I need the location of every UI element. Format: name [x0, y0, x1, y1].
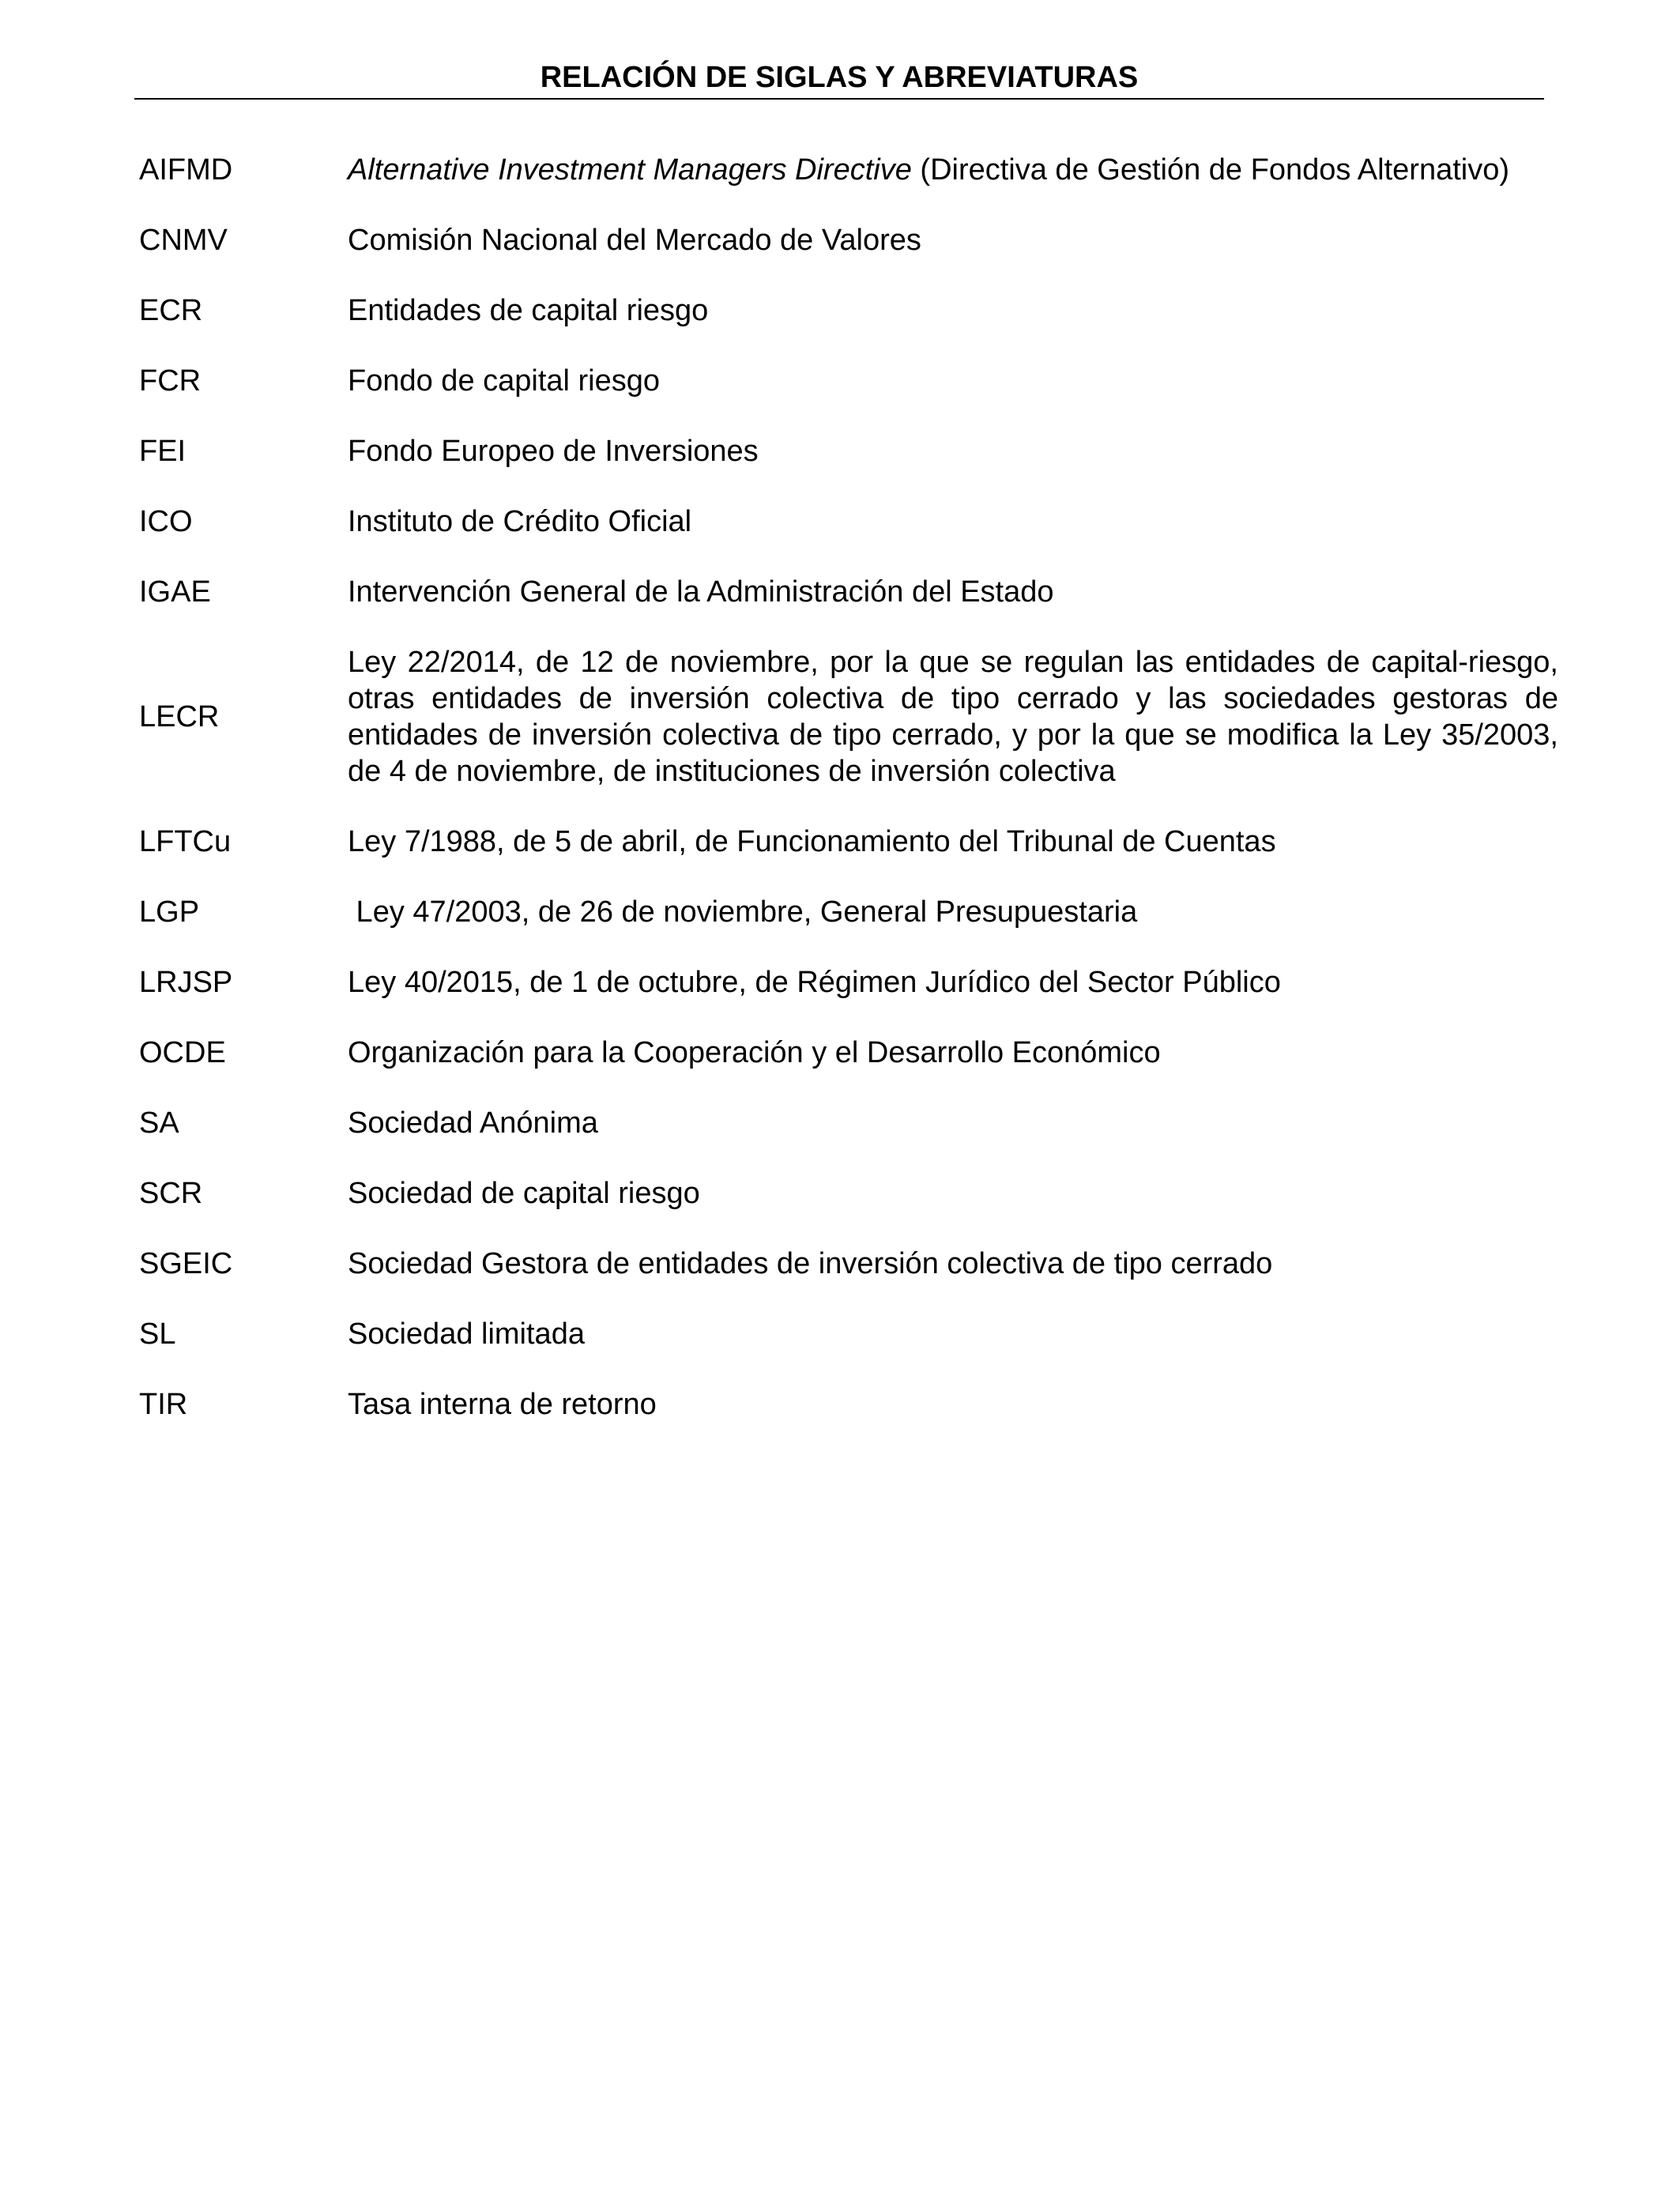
- abbreviation-definition: Ley 22/2014, de 12 de noviembre, por la que se regulan las entidades de capital-riesgo, otras entidades de inversión colectiva de tipo cerrado y las sociedades gestoras de entidades de inversión colectiva de tipo cerrado, y por la que se modifica la Ley 35/2003, de 4 de noviembre, de instituciones de inversión colectiva: [348, 646, 1558, 788]
- abbreviation-row: [139, 894, 1561, 930]
- abbreviation-term: ICO: [139, 505, 193, 538]
- abbreviation-term: SGEIC: [139, 1247, 233, 1280]
- abbreviation-list: [139, 152, 1561, 1457]
- abbreviation-definition: Intervención General de la Administración del Estado: [348, 575, 1054, 609]
- abbreviation-term: LGP: [139, 895, 200, 929]
- abbreviation-row: [139, 1386, 1561, 1423]
- abbreviation-definition: Sociedad limitada: [348, 1318, 585, 1351]
- abbreviation-term: FCR: [139, 364, 202, 398]
- abbreviation-term: SA: [139, 1106, 179, 1140]
- title-rule: [134, 98, 1544, 100]
- abbreviation-definition: Sociedad Gestora de entidades de inversión colectiva de tipo cerrado: [348, 1247, 1273, 1280]
- abbreviation-row: [139, 1316, 1561, 1352]
- abbreviation-term: AIFMD: [139, 153, 233, 187]
- abbreviation-term: FEI: [139, 435, 186, 468]
- abbreviation-definition: Organización para la Cooperación y el Desarrollo Económico: [348, 1036, 1161, 1069]
- abbreviation-definition: [348, 152, 1558, 188]
- abbreviation-row: [139, 152, 1561, 188]
- abbreviation-definition: Ley 40/2015, de 1 de octubre, de Régimen Jurídico del Sector Público: [348, 966, 1281, 999]
- abbreviation-row: [139, 824, 1561, 860]
- abbreviation-row: [139, 1175, 1561, 1212]
- abbreviation-row: [139, 1035, 1561, 1071]
- abbreviation-term: CNMV: [139, 224, 228, 257]
- definition-italic: Alternative Investment Managers Directive: [348, 153, 912, 187]
- abbreviation-term: LECR: [139, 700, 220, 733]
- abbreviation-row: [139, 964, 1561, 1001]
- abbreviation-definition: Fondo Europeo de Inversiones: [348, 435, 759, 468]
- abbreviation-row: [139, 1246, 1561, 1282]
- abbreviation-row: [139, 574, 1561, 610]
- abbreviation-row: [139, 1105, 1561, 1141]
- abbreviation-definition: Sociedad de capital riesgo: [348, 1177, 700, 1210]
- abbreviation-row: [139, 222, 1561, 258]
- abbreviation-term: TIR: [139, 1388, 188, 1421]
- abbreviation-term: LFTCu: [139, 825, 232, 858]
- abbreviation-row: [139, 503, 1561, 540]
- abbreviation-row: [139, 644, 1561, 790]
- abbreviation-definition: Ley 47/2003, de 26 de noviembre, General Presupuestaria: [348, 895, 1138, 929]
- page-title: RELACIÓN DE SIGLAS Y ABREVIATURAS: [540, 61, 1139, 94]
- abbreviation-row: [139, 363, 1561, 399]
- abbreviation-term: IGAE: [139, 575, 211, 609]
- abbreviation-row: [139, 292, 1561, 329]
- abbreviation-definition: Entidades de capital riesgo: [348, 294, 709, 327]
- abbreviation-definition: Ley 7/1988, de 5 de abril, de Funcionamiento del Tribunal de Cuentas: [348, 825, 1276, 858]
- abbreviation-definition: Tasa interna de retorno: [348, 1388, 657, 1421]
- abbreviation-definition: Fondo de capital riesgo: [348, 364, 661, 398]
- abbreviation-term: OCDE: [139, 1036, 226, 1069]
- definition-text: (Directiva de Gestión de Fondos Alternativo): [911, 153, 1509, 187]
- abbreviation-term: LRJSP: [139, 966, 233, 999]
- abbreviation-definition: Instituto de Crédito Oficial: [348, 505, 692, 538]
- abbreviation-term: ECR: [139, 294, 203, 327]
- abbreviation-definition: Sociedad Anónima: [348, 1106, 598, 1140]
- abbreviation-definition: Comisión Nacional del Mercado de Valores: [348, 224, 921, 257]
- abbreviation-row: [139, 433, 1561, 469]
- abbreviation-term: SL: [139, 1318, 176, 1351]
- abbreviation-term: SCR: [139, 1177, 203, 1210]
